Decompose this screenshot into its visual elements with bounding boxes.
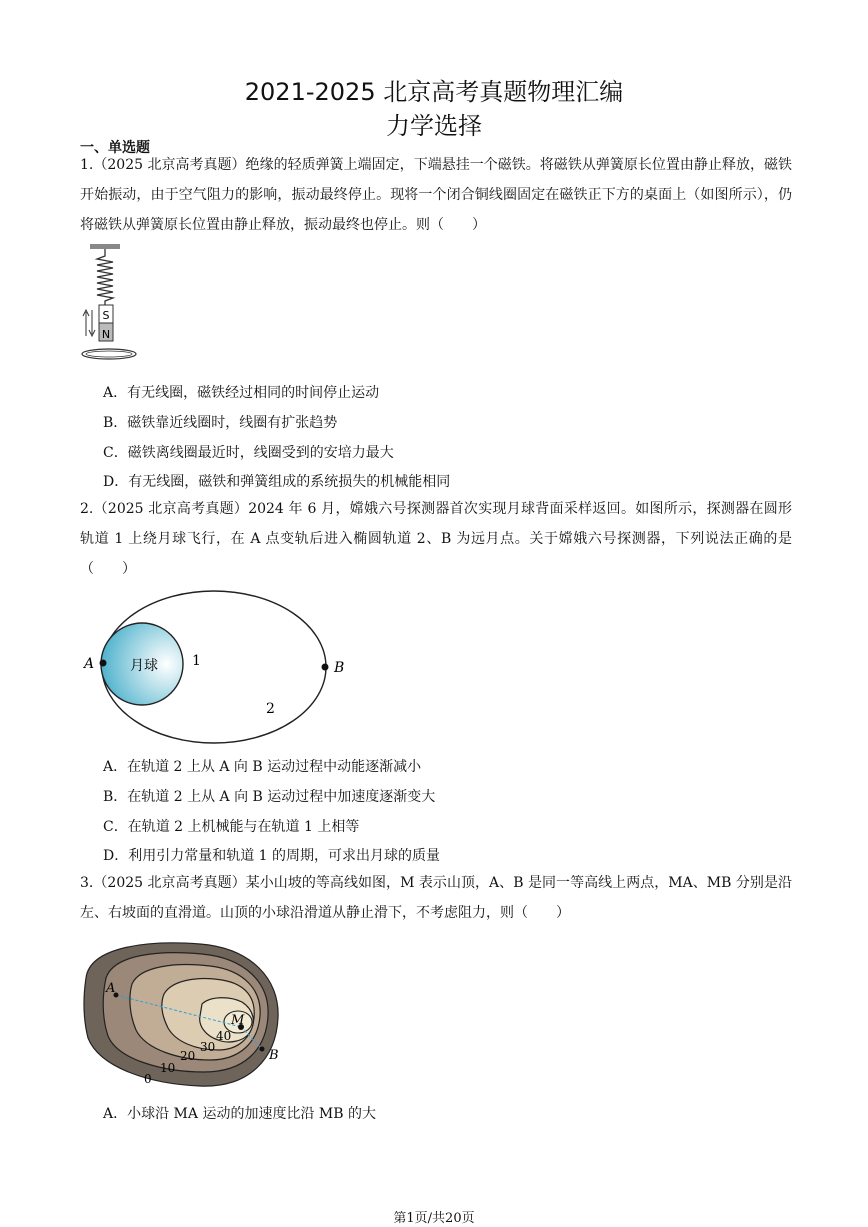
point-a-dot — [100, 660, 107, 667]
page-number: 第1页/共20页 — [393, 1211, 475, 1226]
question-2-option-a: A．在轨道 2 上从 A 向 B 运动过程中动能逐渐减小 — [103, 759, 422, 775]
question-1-option-c: C．磁铁离线圈最近时，线圈受到的安培力最大 — [103, 445, 394, 461]
magnet-n-label: N — [101, 328, 111, 341]
question-2-option-d: D．利用引力常量和轨道 1 的周期，可求出月球的质量 — [103, 848, 441, 864]
question-1-text: 1.（2025 北京高考真题）绝缘的轻质弹簧上端固定，下端悬挂一个磁铁。将磁铁从弹簧原长位置由静止释放，磁铁开始振动，由于空气阻力的影响，振动最终停止。现将一个闭合铜线圈固定在磁铁正下方的桌面上（如图所示），仍将磁铁从弹簧原长位置由静止释放，振动最终也停止。则（ ） — [80, 157, 792, 233]
point-m-label: M — [231, 1013, 245, 1028]
contour-label-30: 30 — [200, 1040, 216, 1054]
question-2-text: 2.（2025 北京高考真题）2024 年 6 月，嫦娥六号探测器首次实现月球背面采样返回。如图所示，探测器在圆形轨道 1 上绕月球飞行，在 A 点变轨后进入椭圆轨道 2、B 为远月点。关于嫦娥六号探测器，下列说法正确的是（ ） — [80, 501, 792, 577]
contour-label-40: 40 — [216, 1029, 232, 1043]
point-b-label: B — [334, 660, 345, 676]
ceiling-support — [90, 244, 120, 249]
orbit-1-label: 1 — [192, 653, 201, 669]
question-2-option-c: C．在轨道 2 上机械能与在轨道 1 上相等 — [103, 819, 360, 835]
contour-label-20: 20 — [180, 1049, 196, 1063]
document-title: 2021-2025 北京高考真题物理汇编 — [244, 78, 624, 106]
magnet-s-label: S — [102, 309, 110, 322]
question-1-option-a: A．有无线圈，磁铁经过相同的时间停止运动 — [103, 385, 380, 401]
section-heading: 一、单选题 — [80, 140, 150, 156]
question-1-option-d: D．有无线圈，磁铁和弹簧组成的系统损失的机械能相同 — [103, 474, 451, 490]
moon-label: 月球 — [130, 658, 158, 674]
point-a-label: A — [106, 981, 116, 996]
point-b-dot — [322, 664, 329, 671]
question-3-option-a: A．小球沿 MA 运动的加速度比沿 MB 的大 — [103, 1106, 376, 1122]
point-b-dot — [260, 1047, 265, 1052]
question-1-option-b: B．磁铁靠近线圈时，线圈有扩张趋势 — [103, 415, 338, 431]
copper-coil — [82, 349, 136, 359]
point-a-label: A — [84, 656, 95, 672]
contour-map-figure — [80, 938, 290, 1090]
motion-arrows — [83, 310, 95, 336]
spring — [97, 249, 113, 305]
point-b-label: B — [269, 1048, 279, 1063]
spring-magnet-figure — [78, 242, 140, 366]
question-2-option-b: B．在轨道 2 上从 A 向 B 运动过程中加速度逐渐变大 — [103, 789, 436, 805]
contour-label-10: 10 — [160, 1061, 176, 1075]
document-subtitle: 力学选择 — [386, 112, 482, 140]
contour-label-0: 0 — [144, 1072, 152, 1086]
orbit-2-label: 2 — [266, 701, 275, 717]
orbit-figure — [76, 585, 356, 749]
question-3-text: 3.（2025 北京高考真题）某小山坡的等高线如图，M 表示山顶，A、B 是同一等高线上两点，MA、MB 分别是沿左、右坡面的直滑道。山顶的小球沿滑道从静止滑下，不考虑阻力，则（ ） — [80, 875, 792, 921]
